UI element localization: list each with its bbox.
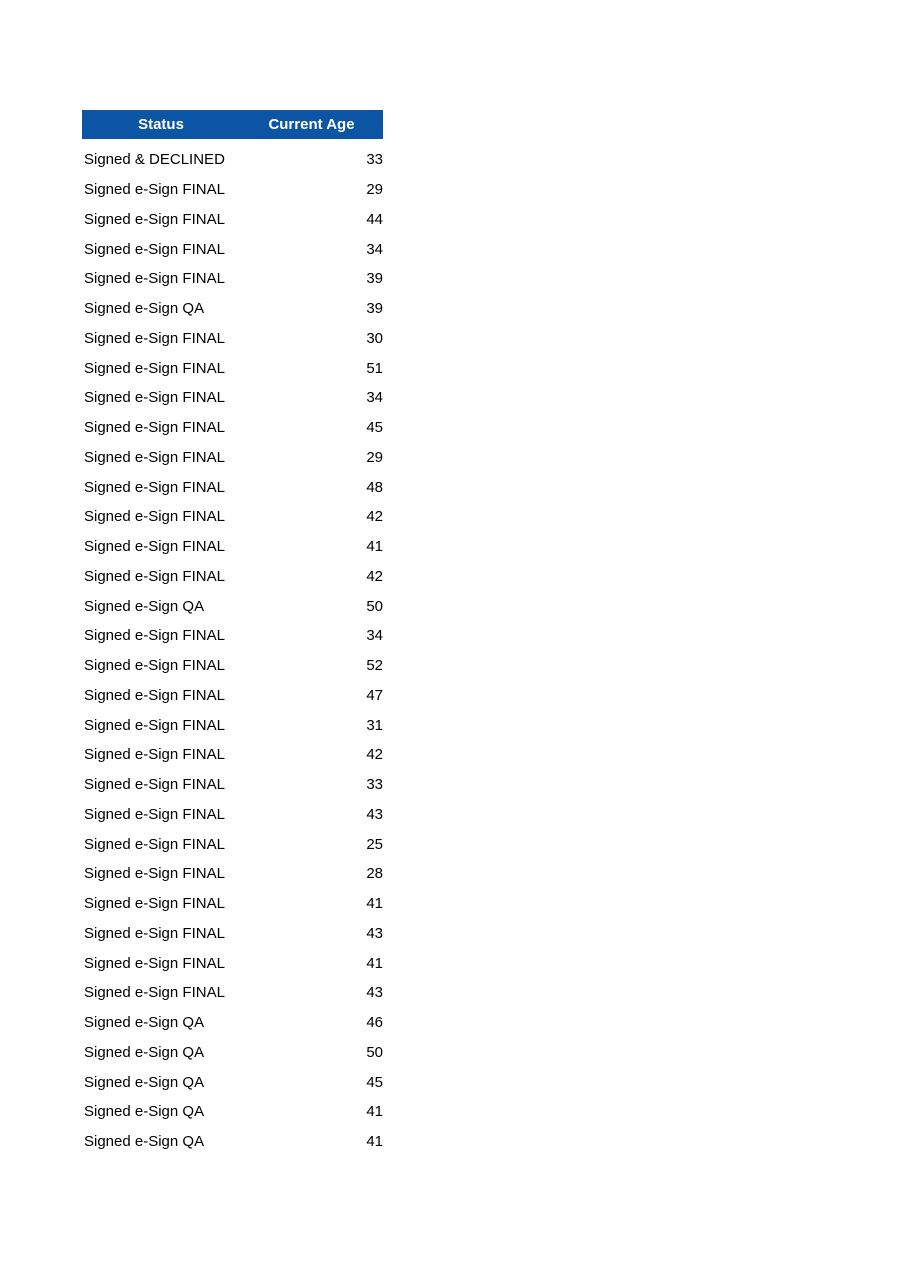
table-row [82,889,383,919]
table-row [82,294,383,324]
table-row [82,1097,383,1127]
current-age-cell: 25 [366,835,383,853]
status-cell: Signed e-Sign FINAL [84,538,225,556]
status-cell: Signed e-Sign FINAL [84,389,225,407]
table-row [82,948,383,978]
status-age-table [82,110,383,1157]
table-row [82,1008,383,1038]
status-cell: Signed e-Sign QA [84,597,205,615]
current-age-cell: 46 [366,1014,383,1032]
status-cell: Signed e-Sign FINAL [84,805,225,823]
table-row [82,1067,383,1097]
table-row [82,413,383,443]
current-age-cell: 45 [366,1073,383,1091]
status-cell: Signed e-Sign FINAL [84,508,225,526]
status-cell: Signed e-Sign FINAL [84,895,225,913]
current-age-cell: 28 [366,865,383,883]
current-age-cell: 34 [366,389,383,407]
current-age-cell: 41 [366,538,383,556]
status-cell: Signed e-Sign FINAL [84,835,225,853]
table-row [82,562,383,592]
status-cell: Signed e-Sign FINAL [84,419,225,437]
current-age-cell: 41 [366,1103,383,1121]
table-row [82,681,383,711]
status-cell: Signed e-Sign FINAL [84,270,225,288]
status-cell: Signed e-Sign QA [84,1014,205,1032]
current-age-cell: 45 [366,419,383,437]
current-age-cell: 50 [366,1043,383,1061]
table-row [82,710,383,740]
current-age-cell: 51 [366,359,383,377]
table-row [82,234,383,264]
current-age-cell: 42 [366,508,383,526]
status-cell: Signed e-Sign FINAL [84,924,225,942]
table-row [82,264,383,294]
current-age-cell: 34 [366,240,383,258]
status-cell: Signed e-Sign FINAL [84,210,225,228]
status-cell: Signed e-Sign QA [84,1133,205,1151]
current-age-cell: 30 [366,329,383,347]
status-cell: Signed e-Sign FINAL [84,240,225,258]
status-cell: Signed e-Sign FINAL [84,746,225,764]
current-age-cell: 43 [366,805,383,823]
status-cell: Signed e-Sign FINAL [84,567,225,585]
table-row [82,502,383,532]
table-row [82,829,383,859]
column-header-status: Status [138,116,184,133]
current-age-cell: 33 [366,776,383,794]
table-body [82,139,383,1157]
current-age-cell: 42 [366,567,383,585]
current-age-cell: 41 [366,1133,383,1151]
current-age-cell: 52 [366,657,383,675]
table-row [82,472,383,502]
table-row [82,919,383,949]
status-cell: Signed e-Sign FINAL [84,776,225,794]
current-age-cell: 33 [366,151,383,169]
current-age-cell: 48 [366,478,383,496]
status-cell: Signed e-Sign FINAL [84,984,225,1002]
table-row [82,145,383,175]
status-cell: Signed e-Sign FINAL [84,627,225,645]
table-row [82,443,383,473]
table-row [82,324,383,354]
column-header-current-age: Current Age [268,116,355,133]
status-cell: Signed e-Sign FINAL [84,181,225,199]
current-age-cell: 29 [366,181,383,199]
table-row [82,770,383,800]
table-row [82,1127,383,1157]
status-cell: Signed e-Sign QA [84,1043,205,1061]
table-header-row [82,110,383,139]
table-row [82,532,383,562]
status-cell: Signed e-Sign FINAL [84,686,225,704]
table-row [82,740,383,770]
table-row [82,353,383,383]
status-cell: Signed e-Sign FINAL [84,657,225,675]
status-cell: Signed & DECLINED [84,151,225,169]
current-age-cell: 31 [366,716,383,734]
table-row [82,205,383,235]
current-age-cell: 43 [366,924,383,942]
table-row [82,175,383,205]
status-cell: Signed e-Sign FINAL [84,448,225,466]
status-cell: Signed e-Sign FINAL [84,716,225,734]
status-cell: Signed e-Sign FINAL [84,359,225,377]
current-age-cell: 44 [366,210,383,228]
current-age-cell: 39 [366,270,383,288]
table-row [82,621,383,651]
current-age-cell: 43 [366,984,383,1002]
current-age-cell: 47 [366,686,383,704]
current-age-cell: 41 [366,895,383,913]
current-age-cell: 29 [366,448,383,466]
current-age-cell: 42 [366,746,383,764]
table-row [82,383,383,413]
status-cell: Signed e-Sign QA [84,1073,205,1091]
status-cell: Signed e-Sign FINAL [84,329,225,347]
status-cell: Signed e-Sign FINAL [84,478,225,496]
table-row [82,978,383,1008]
status-cell: Signed e-Sign QA [84,300,205,318]
status-cell: Signed e-Sign FINAL [84,954,225,972]
table-row [82,800,383,830]
current-age-cell: 41 [366,954,383,972]
table-row [82,651,383,681]
table-row [82,591,383,621]
current-age-cell: 39 [366,300,383,318]
status-cell: Signed e-Sign QA [84,1103,205,1121]
current-age-cell: 50 [366,597,383,615]
table-row [82,1038,383,1068]
table-row [82,859,383,889]
current-age-cell: 34 [366,627,383,645]
status-cell: Signed e-Sign FINAL [84,865,225,883]
